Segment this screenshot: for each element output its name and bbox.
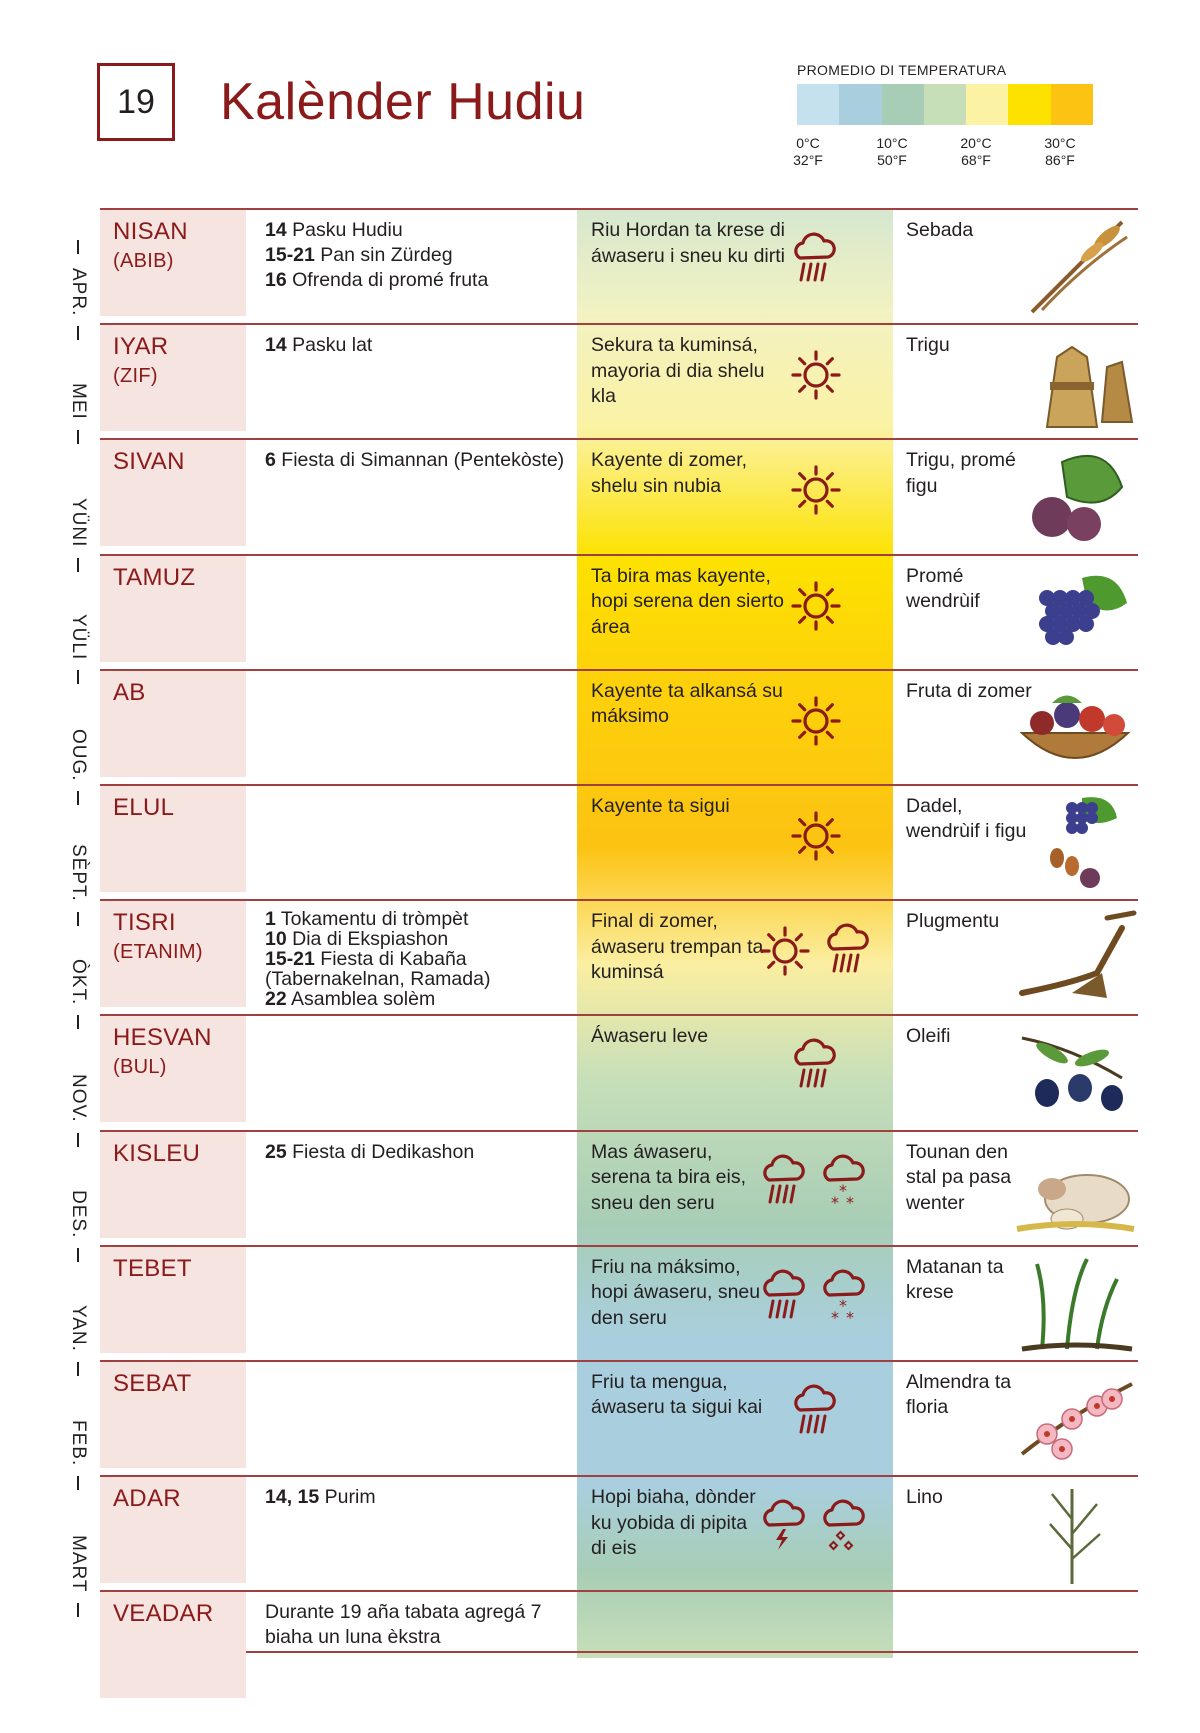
gregorian-month-label: APR.	[68, 268, 89, 317]
sun-icon	[788, 808, 844, 869]
weather-icons	[757, 1269, 869, 1339]
event-name: Fiesta di Simannan (Pentekòste)	[275, 449, 565, 472]
rain-cloud-icon	[788, 1038, 840, 1099]
gregorian-month	[58, 1305, 98, 1386]
month-name-cell	[100, 1477, 246, 1583]
month-row	[100, 1014, 1138, 1129]
month-row	[100, 208, 1138, 323]
event-line	[265, 243, 565, 268]
gregorian-month-label: NOV.	[68, 1074, 89, 1124]
sun-icon	[788, 693, 844, 754]
legend-swatch	[1008, 84, 1050, 125]
event-name: Dia di Ekspiashon	[286, 928, 449, 951]
snow-cloud-icon	[817, 1269, 869, 1330]
gregorian-month	[58, 614, 98, 694]
rain-cloud-icon	[788, 1384, 840, 1445]
month-row	[100, 438, 1138, 553]
event-date: 15-21	[265, 244, 315, 266]
event-date: 16	[265, 269, 287, 291]
event-name: Pasku Hudiu	[286, 219, 403, 241]
gregorian-divider	[77, 430, 79, 444]
month-name-cell	[100, 1592, 246, 1698]
gregorian-divider	[77, 240, 79, 254]
month-name-cell	[100, 1362, 246, 1468]
barley-icon	[1012, 212, 1138, 318]
month-name-cell	[100, 1247, 246, 1353]
event-name: Pan sin Zürdeg	[314, 244, 453, 266]
gregorian-divider	[77, 912, 79, 926]
legend-tick-fahrenheit: 50°F	[877, 152, 907, 168]
month-name-cell	[100, 556, 246, 662]
weather-description: Riu Hordan ta krese di áwaseru i sneu ku dirti	[591, 219, 786, 267]
fruit-basket-icon	[1012, 673, 1138, 779]
gregorian-month-label: FEB.	[68, 1420, 89, 1467]
event-line	[265, 929, 565, 949]
event-name: Tokamentu di tròmpèt	[275, 908, 469, 931]
event-line	[265, 333, 565, 358]
month-row	[100, 1360, 1138, 1475]
gregorian-month-label: MART	[68, 1535, 89, 1593]
legend-tick	[946, 135, 1006, 169]
event-line	[265, 949, 565, 989]
gregorian-divider	[77, 1248, 79, 1262]
month-name: TISRI	[113, 909, 176, 937]
gregorian-month	[58, 268, 98, 350]
gregorian-divider	[77, 326, 79, 340]
calendar-table	[100, 208, 1138, 1653]
rain-cloud-icon	[757, 1154, 809, 1215]
month-events	[265, 1140, 565, 1165]
gregorian-month	[58, 1190, 98, 1272]
gregorian-month-label: OUG.	[68, 728, 89, 782]
month-name-cell	[100, 210, 246, 316]
weather-icons	[788, 808, 844, 878]
weather-description: Final di zomer, áwaseru trempan ta kuminsá	[591, 910, 764, 984]
gregorian-month-label: YÜNI	[68, 498, 89, 548]
month-name: SEBAT	[113, 1369, 192, 1397]
legend-tick-celsius: 10°C	[876, 135, 908, 151]
month-alt-name: (ETANIM)	[113, 941, 203, 964]
wheat-sheaf-icon	[1012, 327, 1138, 433]
gregorian-month-label: YAN.	[68, 1304, 89, 1352]
weather-description: Kayente di zomer, shelu sin nubia	[591, 449, 748, 497]
legend-tick-fahrenheit: 86°F	[1045, 152, 1075, 168]
dates-grapes-icon	[1012, 788, 1138, 894]
month-alt-name: (ABIB)	[113, 250, 174, 272]
gregorian-divider	[77, 1015, 79, 1029]
gregorian-month	[58, 959, 98, 1039]
weather-description: Mas áwaseru, serena ta bira eis, sneu den seru	[591, 1140, 747, 1214]
harvest-description: Almendra ta floria	[906, 1370, 1012, 1419]
gregorian-divider	[77, 791, 79, 805]
harvest-description: Tounan den stal pa pasa wenter	[906, 1140, 1012, 1214]
month-name-cell	[100, 671, 246, 777]
gregorian-divider	[77, 558, 79, 572]
legend-swatch	[839, 84, 881, 125]
event-date: 22	[265, 988, 287, 1011]
weather-icons	[757, 923, 873, 993]
event-name: Fiesta di Kabaña (Tabernakelnan, Ramada)	[265, 948, 491, 991]
snow-cloud-icon	[817, 1154, 869, 1215]
month-row	[100, 323, 1138, 438]
event-date: 14	[265, 219, 287, 241]
weather-description: Kayente ta sigui	[591, 794, 730, 817]
gregorian-divider	[77, 1133, 79, 1147]
month-name: IYAR	[113, 333, 169, 361]
rain-cloud-icon	[757, 1269, 809, 1330]
gregorian-month-label: ÒKT.	[68, 959, 89, 1006]
month-name: TEBET	[113, 1254, 192, 1282]
harvest-description: Matanan ta krese	[906, 1255, 1004, 1304]
month-row	[100, 899, 1138, 1014]
weather-icons	[788, 462, 844, 532]
harvest-description: Fruta di zomer	[906, 679, 1032, 702]
olives-icon	[1012, 1018, 1138, 1124]
fig-icon	[1012, 442, 1138, 548]
month-row	[100, 669, 1138, 784]
page-number: 19	[97, 63, 175, 141]
event-date: 10	[265, 928, 287, 951]
gregorian-month	[58, 729, 98, 816]
legend-tick-celsius: 0°C	[796, 135, 820, 151]
gregorian-divider	[77, 670, 79, 684]
event-line	[265, 1140, 565, 1165]
harvest-description: Lino	[906, 1486, 943, 1509]
sun-icon	[788, 578, 844, 639]
gregorian-month-label: MEI	[68, 383, 89, 420]
month-name-cell	[100, 440, 246, 546]
event-line	[265, 268, 565, 293]
month-name-cell	[100, 1132, 246, 1238]
svg-text:*: *	[831, 1307, 839, 1325]
month-row	[100, 1130, 1138, 1245]
sun-icon	[788, 347, 844, 408]
weather-icons	[788, 1038, 840, 1108]
weather-description: Sekura ta kuminsá, mayoria di dia shelu kla	[591, 334, 765, 408]
svg-text:*: *	[831, 1192, 839, 1210]
event-name: Durante 19 aña tabata agregá 7 biaha un luna èkstra	[265, 1601, 542, 1649]
month-name-cell	[100, 1016, 246, 1122]
weather-description: Friu na máksimo, hopi áwaseru, sneu den seru	[591, 1255, 761, 1329]
month-name: ADAR	[113, 1485, 181, 1513]
month-row	[100, 554, 1138, 669]
event-name: Ofrenda di promé fruta	[286, 269, 489, 291]
gregorian-month-label: YÜLI	[68, 613, 89, 660]
legend-tick-fahrenheit: 32°F	[793, 152, 823, 168]
month-row	[100, 1245, 1138, 1360]
event-date: 15-21	[265, 948, 315, 971]
event-line	[265, 1600, 565, 1650]
harvest-description: Promé wendrùif	[906, 564, 980, 613]
weather-icons	[788, 693, 844, 763]
weather-description: Hopi biaha, dònder ku yobida di pipita di eis	[591, 1486, 756, 1560]
month-events	[265, 448, 565, 473]
harvest-description: Oleifi	[906, 1025, 951, 1048]
event-date: 14, 15	[265, 1486, 320, 1509]
weather-icons	[757, 1499, 869, 1569]
weather-icons	[788, 232, 840, 302]
legend-swatch	[1051, 84, 1093, 125]
legend-swatch	[966, 84, 1008, 125]
event-line	[265, 448, 565, 473]
thunder-cloud-icon	[757, 1499, 809, 1560]
plants-icon	[1012, 1249, 1138, 1355]
month-name: TAMUZ	[113, 563, 196, 591]
sun-icon	[757, 923, 813, 984]
temperature-legend-bar	[797, 84, 1093, 125]
event-name: Asamblea solèm	[286, 988, 436, 1011]
harvest-description: Sebada	[906, 219, 974, 241]
flax-icon	[1012, 1479, 1138, 1585]
month-events	[265, 1600, 565, 1650]
month-name: VEADAR	[113, 1600, 214, 1628]
event-name: Fiesta di Dedikashon	[286, 1140, 475, 1163]
month-name: AB	[113, 678, 146, 706]
month-events	[265, 218, 565, 293]
harvest-description: Trigu	[906, 334, 950, 357]
svg-text:*: *	[846, 1192, 854, 1210]
month-row	[100, 1590, 1138, 1653]
legend-tick	[778, 135, 838, 169]
weather-description: Ta bira mas kayente, hopi serena den sierto área	[591, 564, 784, 638]
sun-icon	[788, 462, 844, 523]
month-name-cell	[100, 786, 246, 892]
rain-cloud-icon	[821, 923, 873, 984]
grapes-icon	[1012, 558, 1138, 664]
weather-description: Friu ta mengua, áwaseru ta sigui kai	[591, 1370, 763, 1419]
event-date: 14	[265, 334, 287, 357]
gregorian-months-column	[58, 240, 98, 1660]
gregorian-divider	[77, 1362, 79, 1376]
month-name: NISAN	[113, 218, 188, 245]
gregorian-divider	[77, 1603, 79, 1617]
weather-description: Áwaseru leve	[591, 1025, 709, 1048]
gregorian-month	[58, 1535, 98, 1626]
plow-icon	[1012, 903, 1138, 1009]
month-name: KISLEU	[113, 1139, 201, 1167]
gregorian-month	[58, 498, 98, 581]
almond-blossom-icon	[1012, 1364, 1138, 1470]
month-row	[100, 1475, 1138, 1590]
weather-icons	[757, 1154, 869, 1224]
legend-swatch	[797, 84, 839, 125]
event-name: Pasku lat	[286, 334, 373, 357]
event-date: 6	[265, 449, 276, 472]
month-alt-name: (BUL)	[113, 1056, 167, 1079]
gregorian-month	[58, 844, 98, 936]
legend-tick-celsius: 30°C	[1044, 135, 1076, 151]
event-line	[265, 1485, 565, 1510]
harvest-description: Dadel, wendrùif i figu	[906, 794, 1027, 843]
event-name: Purim	[319, 1486, 376, 1509]
month-name-cell	[100, 901, 246, 1007]
weather-icons	[788, 1384, 840, 1454]
legend-swatch	[882, 84, 924, 125]
event-line	[265, 909, 565, 929]
legend-swatch	[924, 84, 966, 125]
month-alt-name: (ZIF)	[113, 365, 158, 388]
harvest-description: Plugmentu	[906, 910, 1000, 933]
svg-text:*: *	[839, 1180, 847, 1200]
legend-tick-fahrenheit: 68°F	[961, 152, 991, 168]
month-events	[265, 333, 565, 358]
month-name: HESVAN	[113, 1024, 212, 1052]
gregorian-month	[58, 1074, 98, 1157]
month-name-cell	[100, 325, 246, 431]
gregorian-divider	[77, 1476, 79, 1490]
temperature-legend-title: PROMEDIO DI TEMPERATURA	[797, 62, 1007, 78]
hail-cloud-icon	[817, 1499, 869, 1560]
weather-description: Kayente ta alkansá su máksimo	[591, 679, 783, 728]
sheep-icon	[1012, 1134, 1138, 1240]
event-line	[265, 218, 565, 243]
month-name: SIVAN	[113, 448, 185, 476]
event-date: 1	[265, 908, 276, 931]
month-events	[265, 1485, 565, 1510]
month-events	[265, 909, 565, 1009]
event-line	[265, 989, 565, 1009]
weather-icons	[788, 578, 844, 648]
rain-cloud-icon	[788, 232, 840, 293]
month-name: ELUL	[113, 793, 175, 821]
weather-icons	[788, 347, 844, 417]
svg-text:*: *	[846, 1307, 854, 1325]
harvest-description: Trigu, promé figu	[906, 449, 1016, 497]
legend-tick	[862, 135, 922, 169]
event-date: 25	[265, 1140, 287, 1163]
gregorian-month	[58, 1420, 98, 1500]
page-title: Kalènder Hudiu	[220, 73, 586, 131]
legend-tick-celsius: 20°C	[960, 135, 992, 151]
gregorian-month-label: DES.	[68, 1189, 89, 1238]
gregorian-month	[58, 383, 98, 454]
legend-tick	[1030, 135, 1090, 169]
svg-text:*: *	[839, 1295, 847, 1315]
gregorian-month-label: SÈPT.	[68, 844, 89, 902]
month-row	[100, 784, 1138, 899]
